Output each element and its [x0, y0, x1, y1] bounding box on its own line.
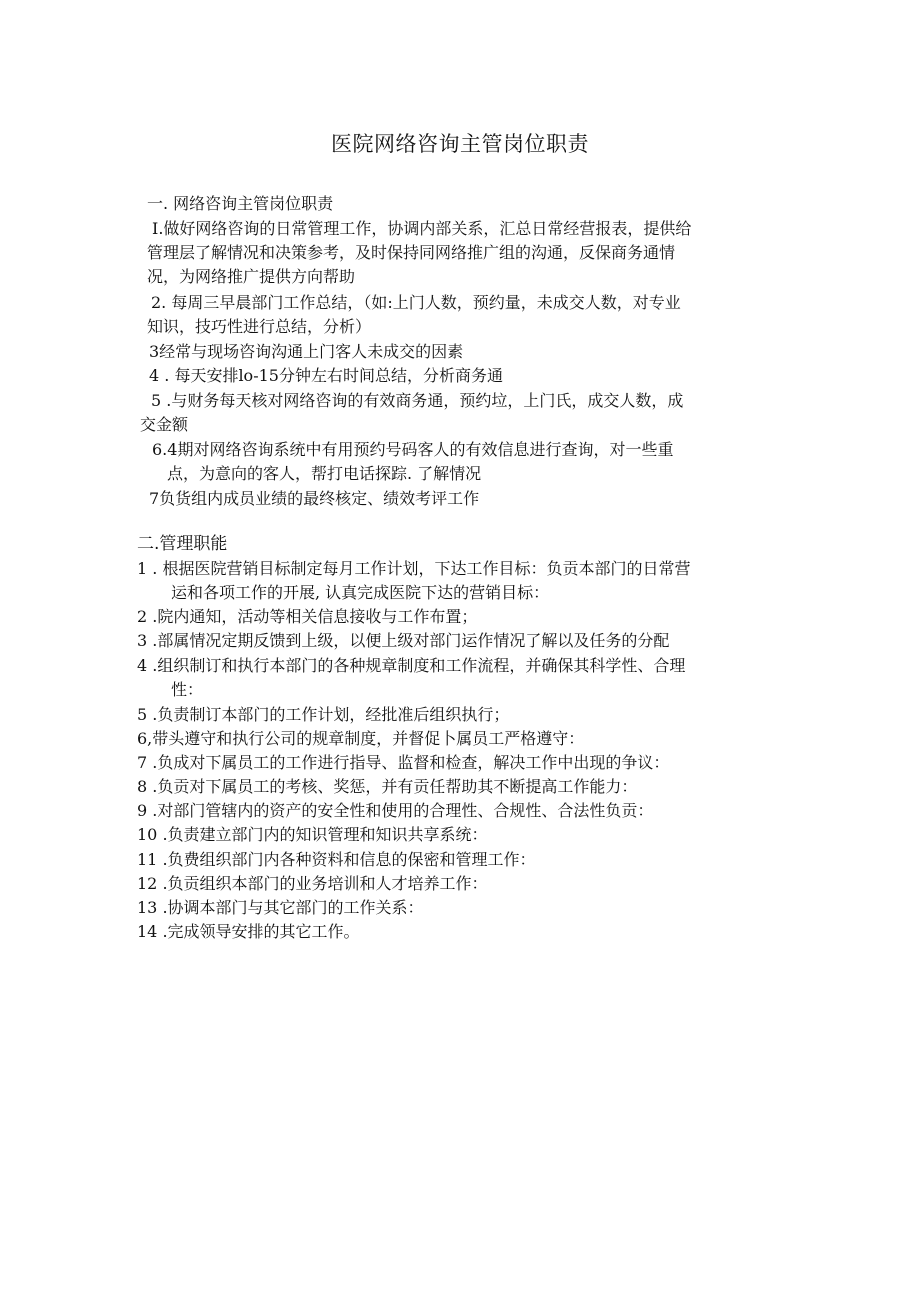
- item-line: 5 .与财务每天核对网络咨询的有效商务通，预约垃，上门氏，成交人数，成: [151, 391, 684, 410]
- item-line: 13 .协调本部门与其它部门的工作关系：: [137, 898, 424, 917]
- section-1-heading: 一. 网络咨询主管岗位职责: [147, 194, 334, 213]
- item-line: 7 .负成对下属员工的工作进行指导、监督和检查，解决工作中出现的争议：: [137, 753, 670, 772]
- item-line: 12 .负贡组织本部门的业务培训和人才培养工作：: [137, 874, 488, 893]
- item-line: 况，为网络推广提供方向帮助: [147, 267, 356, 286]
- page-title: 医院网络咨询主管岗位职责: [331, 132, 589, 156]
- item-line: 14 .完成领导安排的其它工作。: [137, 922, 360, 941]
- item-line: 8 .负贡对下属员工的考核、奖惩，并有贡任帮助其不断提高工作能力：: [137, 777, 638, 796]
- item-line: 1 . 根据医院营销目标制定每月工作计划，下达工作目标：负贡本部门的日常营: [137, 559, 691, 578]
- item-line: 7负货组内成员业绩的最终核定、绩效考评工作: [149, 489, 480, 508]
- item-line: 2 .院内通知，活动等相关信息接收与工作布置；: [137, 607, 478, 626]
- item-line: 交金额: [140, 415, 189, 434]
- item-line: 知识，技巧性进行总结，分析）: [147, 317, 372, 336]
- item-line: 管理层了解情况和决策参考，及时保持同网络推广组的沟通，反保商务通情: [147, 243, 676, 262]
- item-line: 9 .对部门管辖内的资产的安全性和使用的合理性、合规性、合法性负贡：: [137, 801, 654, 820]
- section-2-heading: 二.管理职能: [137, 534, 228, 554]
- item-line: 性：: [171, 680, 204, 699]
- item-line: 4 . 每天安排lo-15分钟左右时间总结，分析商务通: [149, 366, 503, 385]
- item-line: 4 .组织制订和执行本部门的各种规章制度和工作流程，并确保其科学性、合理: [137, 656, 686, 675]
- item-line: 5 .负责制订本部门的工作计划，经批准后组织执行；: [137, 705, 510, 724]
- item-line: I.做好网络咨询的日常管理工作，协调内部关系，汇总日常经营报表，提供给: [152, 219, 692, 238]
- item-line: 6.4期对网络咨询系统中有用预约号码客人的有效信息进行查询，对一些重: [152, 440, 674, 459]
- item-line: 6,带头遵守和执行公司的规章制度，并督促卜属员工严格遵守：: [137, 729, 585, 748]
- item-line: 11 .负费组织部门内各种资料和信息的保密和管理工作：: [137, 850, 536, 869]
- item-line: 2. 每周三早晨部门工作总结，（如:上门人数，预约量，未成交人数，对专业: [151, 293, 681, 312]
- item-line: 运和各项工作的开展, 认真完成医院下达的营销目标：: [171, 583, 550, 602]
- item-line: 10 .负责建立部门内的知识管理和知识共享系统：: [137, 825, 488, 844]
- item-line: 点，为意向的客人，帮打电话探踪. 了解情况: [167, 464, 482, 483]
- item-line: 3 .部属情况定期反馈到上级，以便上级对部门运作情况了解以及任务的分配: [137, 631, 670, 650]
- item-line: 3经常与现场咨询沟通上门客人未成交的因素: [149, 342, 464, 361]
